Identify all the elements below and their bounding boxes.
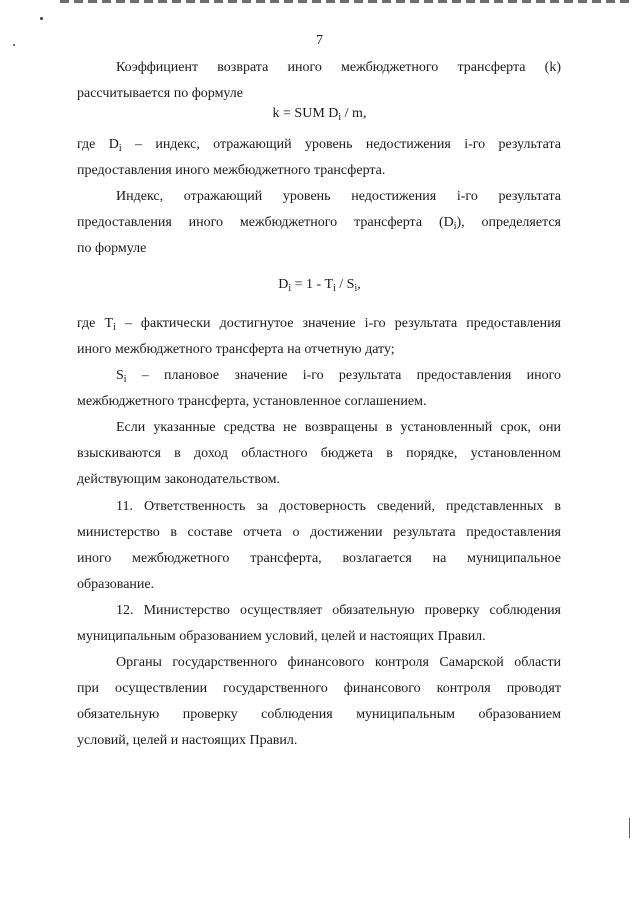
paragraph-control-line-3: обязательную проверку соблюдения муниципальным образованием [77, 707, 561, 722]
p4-sub: i [113, 322, 116, 333]
paragraph-6-line-3: действующим законодательством. [77, 472, 280, 487]
paragraph-11-line-2: министерство в составе отчета о достижении результата предоставления [77, 525, 561, 540]
formula-k-pre: k = SUM D [272, 106, 339, 121]
formula-d-dsub: i [288, 283, 292, 294]
p3-pre: предоставления иного межбюджетного трансферта (D [77, 215, 454, 230]
p5-pre: S [116, 368, 124, 383]
paragraph-11-line-4: образование. [77, 577, 155, 592]
formula-d-slash: / S [335, 277, 355, 292]
paragraph-3-line-2 [77, 210, 561, 237]
paragraph-control-line-1: Органы государственного финансового контроля Самарской области [116, 655, 561, 670]
paragraph-5-line-2: межбюджетного трансферта, установленное соглашением. [77, 394, 427, 409]
paragraph-2-line-1 [77, 132, 561, 159]
p2-post: – индекс, отражающий уровень недостижения i-го результата [121, 137, 561, 152]
formula-k-post: / m, [341, 106, 367, 121]
formula-k-sub: i [338, 112, 342, 123]
paragraph-4-line-2: иного межбюджетного трансферта на отчетную дату; [77, 342, 395, 357]
page-number: 7 [316, 33, 323, 48]
paragraph-12-line-2: муниципальным образованием условий, целей и настоящих Правил. [77, 629, 486, 644]
paragraph-control-line-2: при осуществлении государственного финансового контроля проводят [77, 681, 561, 696]
paragraph-6-line-2: взыскиваются в доход областного бюджета в порядке, установленном [77, 446, 561, 461]
scan-speck [40, 17, 43, 20]
formula-d-tsub: i [333, 283, 336, 294]
p5-sub: i [123, 374, 127, 385]
p2-sub: i [118, 143, 122, 154]
formula-d-end: , [357, 277, 361, 292]
paragraph-3-line-3: по формуле [77, 241, 147, 256]
paragraph-1-line-1: Коэффициент возврата иного межбюджетного трансферта (k) [116, 60, 561, 75]
paragraph-12-line-1: 12. Министерство осуществляет обязательную проверку соблюдения [116, 603, 561, 618]
paragraph-2-line-2: предоставления иного межбюджетного трансферта. [77, 163, 386, 178]
p2-pre: где D [77, 137, 119, 152]
p4-pre: где T [77, 316, 113, 331]
formula-d-mid: = 1 - T [291, 277, 333, 292]
paragraph-11-line-3: иного межбюджетного трансферта, возлагается на муниципальное [77, 551, 561, 566]
paragraph-3-line-1: Индекс, отражающий уровень недостижения i-го результата [116, 189, 561, 204]
paragraph-6-line-1: Если указанные средства не возвращены в установленный срок, они [116, 420, 561, 435]
paragraph-5-line-1 [77, 363, 561, 390]
formula-d-d: D [278, 277, 289, 292]
scan-line-right [629, 818, 630, 838]
paragraph-11-line-1: 11. Ответственность за достоверность сведений, представленных в [116, 499, 561, 514]
p3-post: ), определяется [456, 215, 561, 230]
p3-sub: i [453, 221, 457, 232]
formula-k [0, 106, 639, 122]
scan-artifact-top [60, 0, 630, 3]
p4-post: – фактически достигнутое значение i-го результата предоставления [115, 316, 561, 331]
paragraph-control-line-4: условий, целей и настоящих Правил. [77, 733, 298, 748]
formula-d [0, 277, 639, 293]
paragraph-4-line-1 [77, 311, 561, 338]
paragraph-1-line-2: рассчитывается по формуле [77, 86, 244, 101]
formula-d-ssub: i [354, 283, 358, 294]
p5-post: – плановое значение i-го результата предоставления иного [126, 368, 561, 383]
